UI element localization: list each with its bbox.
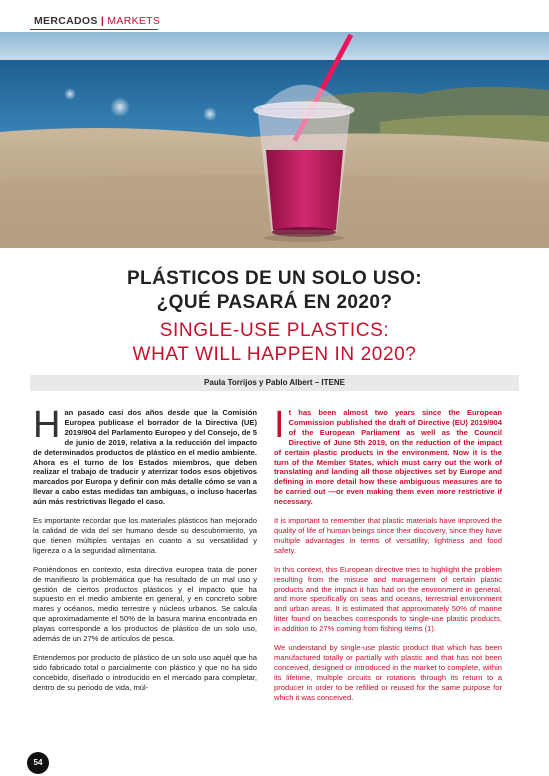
es-paragraph-2: Es importante recordar que los materiales plásticos han mejorado la calidad de vida del ser humano desde su descubrimiento, ya que tienen múltiples ventajas en cuanto a su versatilidad y ligereza o a la seguridad alimentaria. <box>33 516 257 555</box>
english-column <box>274 404 502 711</box>
title-en-line1: SINGLE-USE PLASTICS: <box>159 320 390 341</box>
title-es-line1: PLÁSTICOS DE UN SOLO USO: <box>126 268 423 289</box>
title-en-line2: WHAT WILL HAPPEN IN 2020? <box>132 344 417 365</box>
es-paragraph-3: Poniéndonos en contexto, esta directiva europea trata de poner de manifiesto la problemática que ha resultado de un mal uso y gestión de ciertos productos plásticos y el impacto que ha supuesto en el medio ambiente en general, y en concreto sobre mares y océanos, medio terrestre y núcleos urbanos. Se calcula que aproximadamente el 50% de la basura marina encontrada en playas corresponde a los productos de plástico de un solo uso, además de un 27% de artículos de pesca. <box>33 564 257 644</box>
section-en: MARKETS <box>107 15 161 27</box>
author-band: Paula Torrijos y Pablo Albert – ITENE <box>30 375 519 391</box>
es-paragraph-4: Entendemos por producto de plástico de un solo uso aquél que ha sido fabricado total o parcialmente con plástico y que no ha sido concebido, diseñado o introducido en el mercado para completar, dentro de su periodo de vida, múl- <box>33 652 257 692</box>
es-dropcap: H <box>33 404 61 446</box>
page-number: 54 <box>27 752 49 774</box>
es-paragraph-1-text: an pasado casi dos años desde que la Comisión Europea publicase el borrador de la Directiva (UE) 2019/904 del Parlamento Europeo y del Consejo, de 5 de junio de 2019, relativa a la reducción del impacto de determinados productos de plástico en el medio ambiente. Ahora es el turno de los Estados miembros, que deben realizar el trabajo de traducir y aterrizar todos esos objetivos marcados por Europa y definir con más detalle cómo se van a llevar a cabo estas medidas tan ambiguas, o incluso hacerlas aún más restrictivas llegado el caso. <box>33 408 257 507</box>
en-paragraph-2: It is important to remember that plastic materials have improved the quality of life of human beings since their discovery, since they have multiple advantages in terms of versatility, lightness and food safety. <box>274 516 502 555</box>
section-separator: | <box>100 15 105 27</box>
en-paragraph-4: We understand by single-use plastic product that which has been manufactured totally or partially with plastic and that has not been conceived, designed or introduced in the market to complete, within its lifetime, multiple circuits or rotations through its return to a producer in order to be refilled or reused for the same purpose for which it was conceived. <box>274 643 502 702</box>
en-paragraph-1-text: t has been almost two years since the European Commission published the draft of Directive (EU) 2019/904 of the European Parliament as well as the Council Directive of June 5th 2019, on the reduction of the impact of certain plastic products in the environment. Now it is the turn of the Member States, which must carry out the work of translating and landing all those objectives set by Europe and defining in more detail how these ambiguous measures are to be carried out —or even making them even more restrictive if necessary. <box>274 408 502 507</box>
header-rule <box>30 29 158 30</box>
spanish-column <box>33 404 257 702</box>
section-es: MERCADOS <box>34 15 98 27</box>
hero-photo <box>0 32 549 248</box>
title-es-line2: ¿QUÉ PASARÁ EN 2020? <box>156 292 393 313</box>
en-paragraph-1 <box>274 404 502 507</box>
en-dropcap: I <box>274 404 285 446</box>
en-paragraph-3: In this context, this European directive tries to highlight the problem resulting from the misuse and management of certain plastic products and the impact it has had on the environment in general, and more specifically on seas and oceans, terrestrial environment and urban areas. It is estimated that approximately 50% of marine litter found on beaches corresponds to single-use plastic products, in addition to 27% coming from fishing items (1). <box>274 564 502 634</box>
section-header <box>34 15 160 27</box>
es-paragraph-1 <box>33 404 257 507</box>
